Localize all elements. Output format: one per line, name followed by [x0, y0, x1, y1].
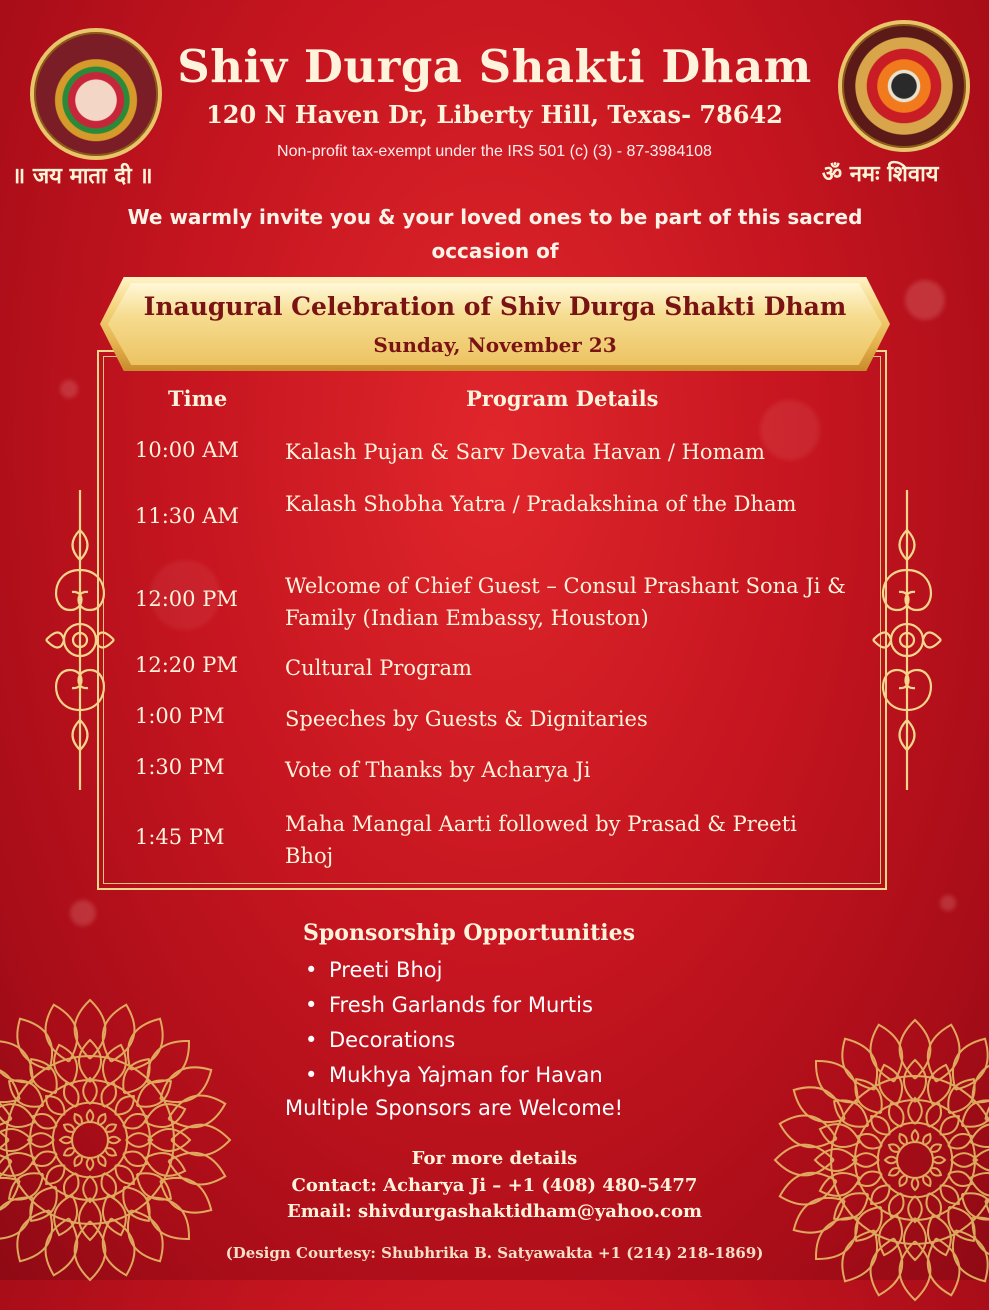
sponsorship-item: Decorations — [329, 1028, 456, 1052]
bokeh-light — [60, 380, 78, 398]
address: 120 N Haven Dr, Liberty Hill, Texas- 78642 — [206, 100, 783, 129]
program-time: 1:30 PM — [135, 755, 225, 779]
sponsorship-item: Fresh Garlands for Murtis — [329, 993, 593, 1017]
sponsorship-item: Mukhya Yajman for Havan — [329, 1063, 603, 1087]
invitation-line-1: We warmly invite you & your loved ones to be part of this sacred — [127, 205, 863, 229]
list-item: • Mukhya Yajman for Havan — [305, 1063, 603, 1087]
invitation-text — [60, 200, 930, 268]
program-time: 10:00 AM — [135, 438, 239, 462]
program-detail: Maha Mangal Aarti followed by Prasad & Preeti Bhoj — [285, 812, 797, 868]
left-filigree-ornament — [40, 490, 120, 790]
program-detail: Kalash Pujan & Sarv Devata Havan / Homam — [285, 440, 765, 464]
invitation-line-2: occasion of — [431, 239, 559, 263]
sponsorship-list — [305, 955, 603, 1095]
jai-mata-di-caption: ॥ जय माता दी ॥ — [12, 164, 153, 189]
list-item: • Fresh Garlands for Murtis — [305, 993, 593, 1017]
contact-phone[interactable]: Contact: Acharya Ji – +1 (408) 480-5477 — [291, 1175, 698, 1196]
program-time: 12:20 PM — [135, 653, 238, 677]
more-details-heading: For more details — [411, 1148, 578, 1169]
contact-email[interactable]: Email: shivdurgashaktidham@yahoo.com — [286, 1201, 702, 1222]
program-detail: Kalash Shobha Yatra / Pradakshina of the Dham — [285, 492, 797, 516]
bokeh-light — [940, 895, 956, 911]
nonprofit-notice: Non-profit tax-exempt under the IRS 501 (c) (3) - 87-3984108 — [277, 143, 712, 160]
right-filigree-ornament — [867, 490, 947, 790]
program-detail: Vote of Thanks by Acharya Ji — [285, 758, 591, 782]
bokeh-light — [70, 900, 96, 926]
design-courtesy: (Design Courtesy: Shubhrika B. Satyawakta +1 (214) 218-1869) — [225, 1244, 764, 1262]
list-item: • Decorations — [305, 1028, 456, 1052]
program-detail: Cultural Program — [285, 656, 472, 680]
om-namah-shivaya-caption: ॐ नमः शिवाय — [822, 162, 939, 187]
details-column-header: Program Details — [466, 386, 659, 411]
event-title: Inaugural Celebration of Shiv Durga Shakti Dham — [143, 292, 847, 321]
program-time: 1:45 PM — [135, 825, 225, 849]
sponsorship-heading: Sponsorship Opportunities — [303, 920, 635, 946]
sponsorship-item: Preeti Bhoj — [329, 958, 443, 982]
bokeh-light — [905, 280, 945, 320]
program-detail: Speeches by Guests & Dignitaries — [285, 707, 648, 731]
program-time: 1:00 PM — [135, 704, 225, 728]
page-title: Shiv Durga Shakti Dham — [177, 40, 812, 93]
list-item: • Preeti Bhoj — [305, 958, 443, 982]
program-detail: Welcome of Chief Guest – Consul Prashant Sona Ji & Family (Indian Embassy, Houston) — [285, 574, 846, 630]
program-time: 12:00 PM — [135, 587, 238, 611]
event-date: Sunday, November 23 — [373, 333, 617, 357]
time-column-header: Time — [168, 386, 228, 411]
sponsors-welcome-note: Multiple Sponsors are Welcome! — [285, 1096, 624, 1120]
program-time: 11:30 AM — [135, 504, 239, 528]
